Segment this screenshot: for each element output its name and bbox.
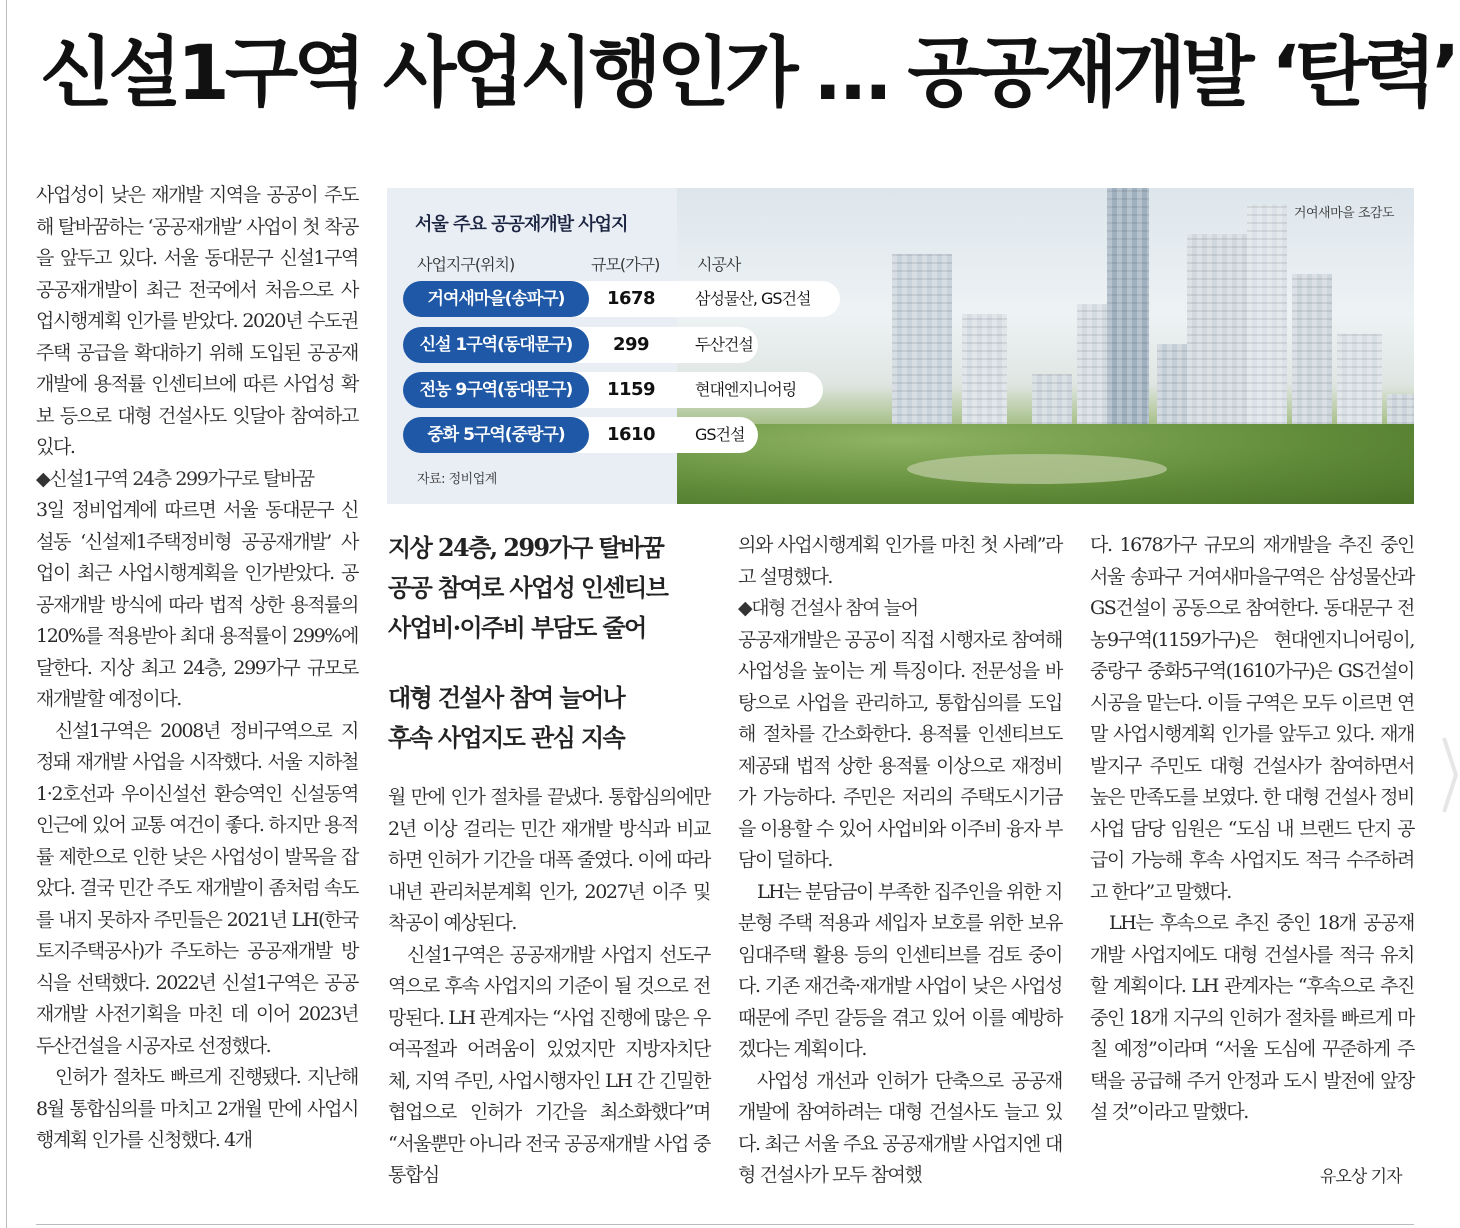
- header-district: 사업지구(위치): [417, 255, 515, 274]
- household-count: 1159: [606, 379, 656, 400]
- paragraph: 인허가 절차도 빠르게 진행됐다. 지난해 8월 통합심의를 마치고 2개월 만에 사업시행계획 인가를 신청했다. 4개: [36, 1066, 358, 1151]
- household-count: 299: [612, 334, 650, 355]
- deck-line: 사업비·이주비 부담도 줄어: [388, 613, 646, 642]
- subheading: ◆신설1구역 24층 299가구로 탈바꿈: [36, 467, 314, 490]
- header-builder: 시공사: [697, 255, 741, 274]
- builder-name: GS건설: [695, 425, 745, 444]
- article-column-3: [738, 530, 1062, 1192]
- paragraph: 의와 사업시행계획 인가를 마친 첫 사례”라고 설명했다.: [738, 534, 1062, 588]
- image-caption: 거여새마을 조감도: [1293, 206, 1394, 221]
- paragraph: 사업성 개선과 인허가 단축으로 공공재개발에 참여하려는 대형 건설사도 늘고 있다. 최근 서울 주요 공공재개발 사업지엔 대형 건설사가 모두 참여했: [738, 1069, 1062, 1186]
- household-count: 1678: [606, 288, 656, 309]
- deck-line: 대형 건설사 참여 늘어나: [388, 683, 625, 712]
- district-pill: 전농 9구역(동대문구): [403, 372, 589, 408]
- paragraph: 3일 정비업계에 따르면 서울 동대문구 신설동 ‘신설제1주택정비형 공공재개발’ 사업이 최근 사업시행계획을 인가받았다. 공공재개발 방식에 따라 법적 상한 용적률의 120%를 적용받아 최대 용적률이 299%에 달한다. 지상 최고 24층, 299가구 규모로 재개발할 예정이다.: [36, 499, 358, 710]
- article-column-2: [388, 782, 710, 1192]
- article-column-4: [1090, 530, 1414, 1129]
- district-pill: 신설 1구역(동대문구): [403, 327, 589, 363]
- page-edge-rule: [6, 0, 7, 1228]
- lead-paragraph: 사업성이 낮은 재개발 지역을 공공이 주도해 탈바꿈하는 ‘공공재개발’ 사업이 첫 착공을 앞두고 있다. 서울 동대문구 신설1구역 공공재개발이 최근 전국에서 처음으로 사업시행계획 인가를 받았다. 2020년 수도권 주택 공급을 확대하기 위해 도입된 공공재개발에 용적률 인센티브에 따른 사업성 확보 등으로 대형 건설사도 잇달아 참여하고 있다.: [36, 184, 358, 458]
- builder-name: 삼성물산, GS건설: [695, 289, 811, 308]
- paragraph: 신설1구역은 2008년 정비구역으로 지정돼 재개발 사업을 시작했다. 서울 지하철 1·2호선과 우이신설선 환승역인 신설동역 인근에 있어 교통 여건이 좋다. 하지만 용적률 제한으로 인한 낮은 사업성이 발목을 잡았다. 결국 민간 주도 재개발이 좀처럼 속도를 내지 못하자 주민들은 2021년 LH(한국토지주택공사)가 주도하는 공공재개발 방식을 선택했다. 2022년 신설1구역은 공공재개발 사전기획을 마친 데 이어 2023년 두산건설을 시공자로 선정했다.: [36, 719, 358, 1057]
- deck-line: 공공 참여로 사업성 인센티브: [388, 573, 668, 602]
- article-column-1: [36, 180, 358, 1157]
- table-source: 자료: 정비업계: [417, 472, 497, 487]
- header-size: 규모(가구): [591, 255, 660, 274]
- household-count: 1610: [606, 424, 656, 445]
- sub-headlines: [388, 528, 718, 758]
- byline: 유오상 기자: [1320, 1167, 1402, 1187]
- paragraph: 다. 1678가구 규모의 재개발을 추진 중인 서울 송파구 거여새마을구역은 삼성물산과 GS건설이 공동으로 참여한다. 동대문구 전농9구역(1159가구)은 현대엔지니어링이, 중랑구 중화5구역(1610가구)은 GS건설이 시공을 맡는다. 이들 구역은 모두 이르면 연말 사업시행계획 인가를 앞두고 있다. 재개발지구 주민도 대형 건설사가 참여하면서 높은 만족도를 보였다. 한 대형 건설사 정비사업 담당 임원은 “도심 내 브랜드 단지 공급이 가능해 후속 사업지도 적극 수주하려고 한다”고 말했다.: [1090, 534, 1414, 903]
- deck-line: 지상 24층, 299가구 탈바꿈: [388, 533, 664, 562]
- paragraph: 신설1구역은 공공재개발 사업지 선도구역으로 후속 사업지의 기준이 될 것으로 전망된다. LH 관계자는 “사업 진행에 많은 우여곡절과 어려움이 있었지만 지방자치단체, 지역 주민, 사업시행자인 LH 간 긴밀한 협업으로 인허가 기간을 최소화했다”며 “서울뿐만 아니라 전국 공공재개발 사업 중 통합심: [388, 943, 710, 1186]
- deck-line: 후속 사업지도 관심 지속: [388, 723, 625, 752]
- bottom-rule: [36, 1224, 1414, 1225]
- builder-name: 두산건설: [695, 335, 753, 354]
- district-pill: 중화 5구역(중랑구): [403, 417, 589, 453]
- table-title: 서울 주요 공공재개발 사업지: [415, 214, 628, 235]
- paragraph: 공공재개발은 공공이 직접 시행자로 참여해 사업성을 높이는 게 특징이다. 전문성을 바탕으로 사업을 관리하고, 통합심의를 도입해 절차를 간소화한다. 용적률 인센티브도 제공돼 법적 상한 용적률 이상으로 재정비가 가능하다. 주민은 저리의 주택도시기금을 이용할 수 있어 사업비와 이주비 융자 부담이 덜하다.: [738, 628, 1062, 871]
- builder-name: 현대엔지니어링: [695, 380, 797, 399]
- paragraph: LH는 후속으로 추진 중인 18개 공공재개발 사업지에도 대형 건설사를 적극 유치할 계획이다. LH 관계자는 “후속으로 추진 중인 18개 지구의 인허가 절차를 빠르게 마칠 예정”이라며 “서울 도심에 꾸준하게 주택을 공급해 주거 안정과 도시 발전에 앞장설 것”이라고 말했다.: [1090, 912, 1414, 1123]
- chevron-right-icon[interactable]: [1440, 730, 1460, 820]
- subheading: ◆대형 건설사 참여 늘어: [738, 597, 918, 619]
- paragraph: LH는 분담금이 부족한 집주인을 위한 지분형 주택 적용과 세입자 보호를 위한 보유 임대주택 활용 등의 인센티브를 검토 중이다. 기존 재건축·재개발 사업이 낮은 사업성 때문에 주민 갈등을 겪고 있어 이를 예방하겠다는 계획이다.: [738, 880, 1062, 1060]
- infographic: [387, 188, 1414, 504]
- headline: 신설1구역 사업시행인가 … 공공재개발 ‘탄력’: [40, 28, 1456, 117]
- district-pill: 거여새마을(송파구): [403, 281, 589, 317]
- paragraph: 월 만에 인가 절차를 끝냈다. 통합심의에만 2년 이상 걸리는 민간 재개발 방식과 비교하면 인허가 기간을 대폭 줄였다. 이에 따라 내년 관리처분계획 인가, 2027년 이주 및 착공이 예상된다.: [388, 786, 710, 934]
